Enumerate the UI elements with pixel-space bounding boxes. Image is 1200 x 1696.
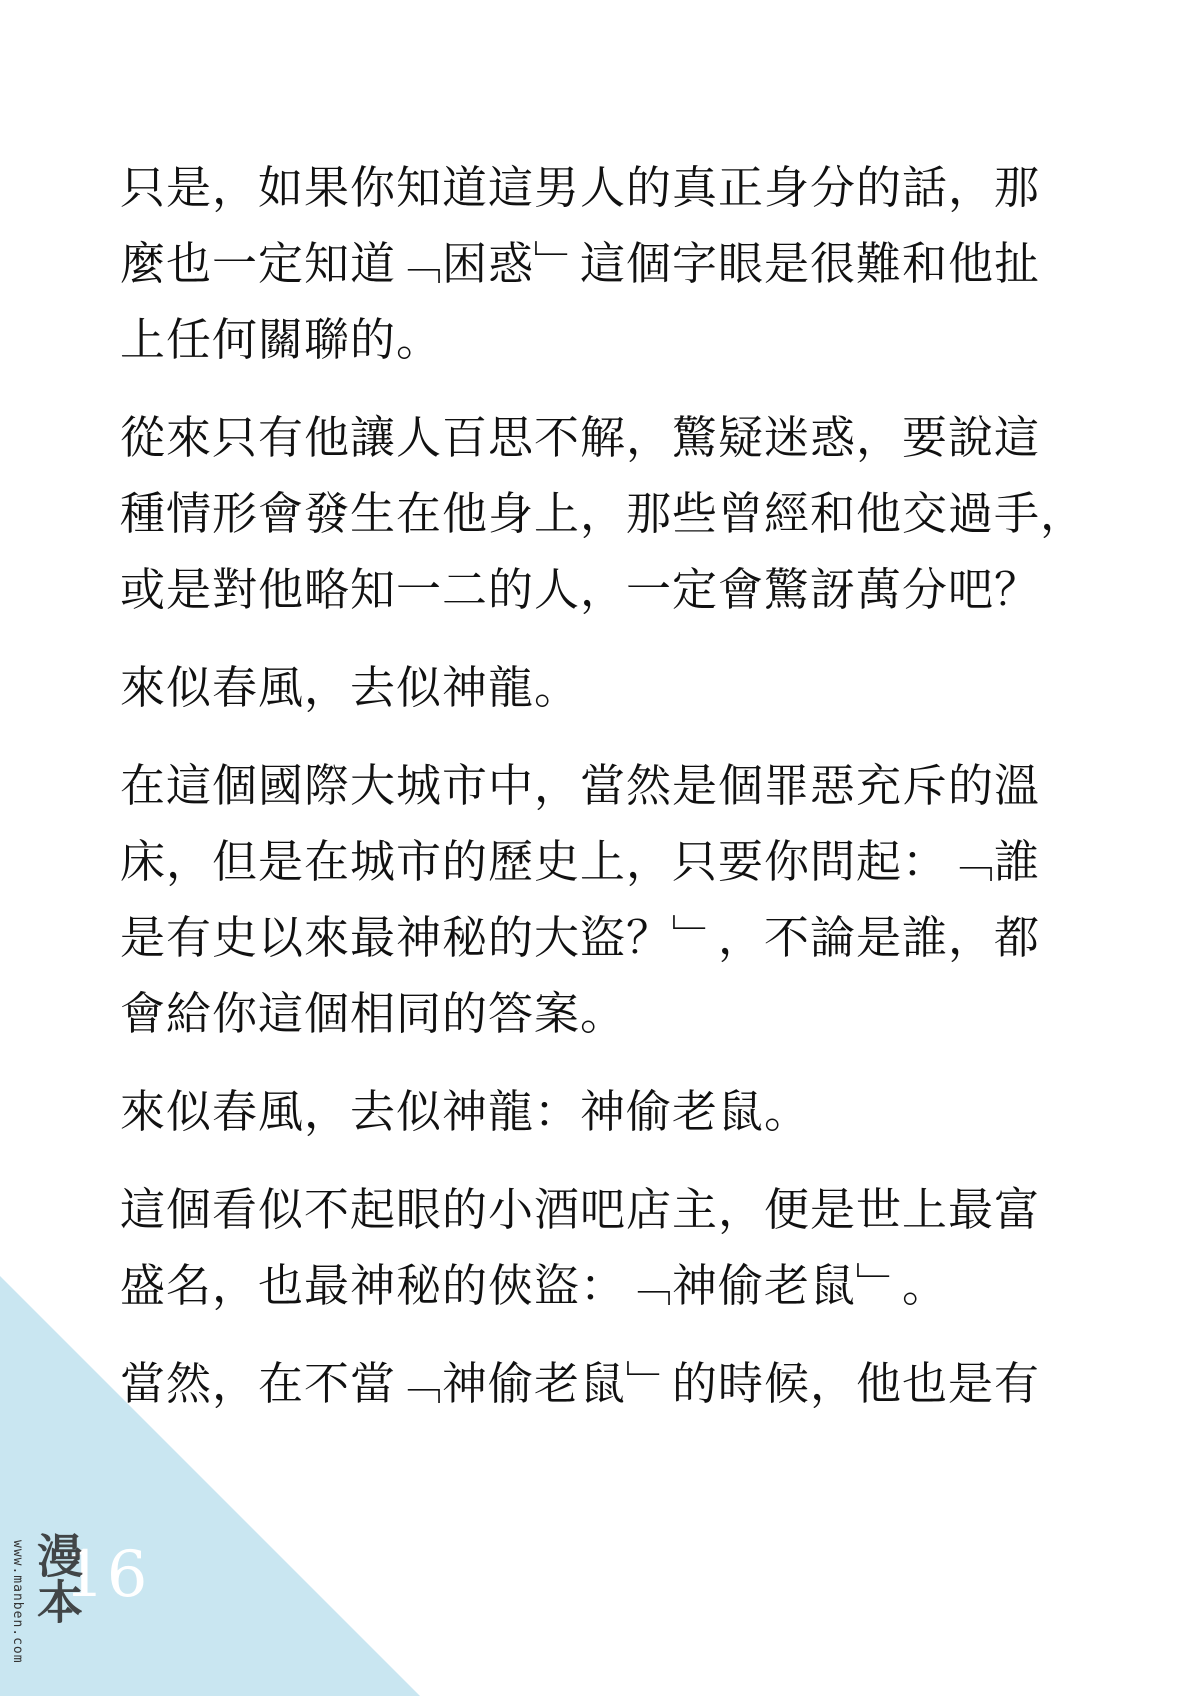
paragraph-7: 當然，在不當﹁神偷老鼠﹂的時候，他也是有 xyxy=(120,1357,1041,1410)
paragraph-1: 只是，如果你知道這男人的真正身分的話，那 麼也一定知道﹁困惑﹂這個字眼是很難和他扯 上任何關聯的。 xyxy=(120,161,1041,366)
page-number: 16 xyxy=(64,1538,150,1612)
paragraph-6: 這個看似不起眼的小酒吧店主，便是世上最富 盛名，也最神秘的俠盜：﹁神偷老鼠﹂。 xyxy=(120,1183,1041,1312)
watermark-url: www.manben.com xyxy=(10,1540,25,1664)
watermark-logo: 漫本 xyxy=(30,1532,84,1624)
paragraph-5: 來似春風，去似神龍：神偷老鼠。 xyxy=(120,1085,811,1138)
paragraph-4: 在這個國際大城市中，當然是個罪惡充斥的溫 床，但是在城市的歷史上，只要你問起：﹁誰 是有史以來最神秘的大盜？﹂，不論是誰，都 會給你這個相同的答案。 xyxy=(120,759,1041,1040)
body-text xyxy=(120,150,1100,1444)
paragraph-3: 來似春風，去似神龍。 xyxy=(120,661,581,714)
paragraph-2: 從來只有他讓人百思不解，驚疑迷惑，要說這 種情形會發生在他身上，那些曾經和他交過手， 或是對他略知一二的人，一定會驚訝萬分吧？ xyxy=(120,411,1087,616)
